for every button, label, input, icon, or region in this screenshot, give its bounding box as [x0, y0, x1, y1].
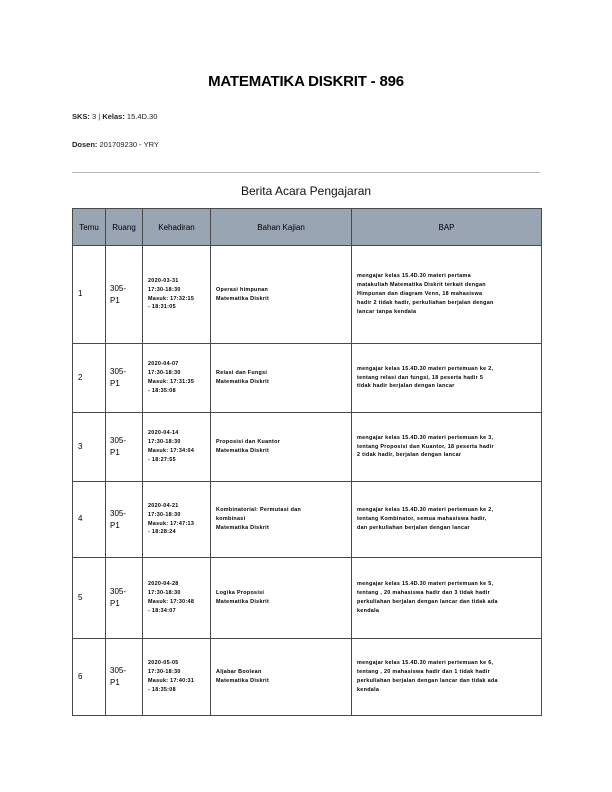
- section-title: Berita Acara Pengajaran: [240, 184, 372, 198]
- cell-temu: 1: [73, 246, 106, 344]
- cell-temu: 4: [73, 482, 106, 558]
- cell-ruang: 305- P1: [106, 558, 143, 639]
- cell-bap: mengajar kelas 15.4D.30 materi pertemuan ke 3, tentang Proposisi dan Kuantor, 18 peserta hadir 2 tidak hadir, berjalan dengan lancar: [352, 413, 542, 482]
- cell-kehadiran: 2020-04-21 17:30-18:30 Masuk: 17:47:13 - 18:28:24: [143, 482, 211, 558]
- page-title: MATEMATIKA DISKRIT - 896: [208, 73, 404, 90]
- cell-kehadiran: 2020-04-14 17:30-18:30 Masuk: 17:34:04 - 18:27:55: [143, 413, 211, 482]
- table-row: [73, 246, 542, 344]
- cell-temu: 6: [73, 639, 106, 716]
- cell-kehadiran: 2020-04-07 17:30-18:30 Masuk: 17:31:35 - 18:35:08: [143, 344, 211, 413]
- cell-ruang: 305- P1: [106, 639, 143, 716]
- cell-kehadiran: 2020-03-31 17:30-18:30 Masuk: 17:32:15 - 18:31:05: [143, 246, 211, 344]
- cell-ruang: 305- P1: [106, 413, 143, 482]
- cell-temu: 3: [73, 413, 106, 482]
- dosen-value: 201709230 - YRY: [99, 140, 159, 149]
- cell-ruang: 305- P1: [106, 344, 143, 413]
- cell-bahan-kajian: Operasi himpunan Matematika Diskrit: [211, 246, 352, 344]
- cell-bahan-kajian: Logika Proposisi Matematika Diskrit: [211, 558, 352, 639]
- cell-kehadiran: 2020-04-28 17:30-18:30 Masuk: 17:30:48 - 18:34:07: [143, 558, 211, 639]
- dosen-label: Dosen: [72, 140, 95, 149]
- table-row: [73, 482, 542, 558]
- header-temu: Temu: [73, 209, 106, 246]
- table-row: [73, 558, 542, 639]
- course-info: SKS: 3 | Kelas: 15.4D.30: [72, 112, 158, 121]
- cell-bahan-kajian: Kombinatorial: Permutasi dan kombinasi Matematika Diskrit: [211, 482, 352, 558]
- sks-label: SKS: [72, 112, 88, 121]
- cell-temu: 2: [73, 344, 106, 413]
- cell-kehadiran: 2020-05-05 17:30-18:30 Masuk: 17:40:31 - 18:35:08: [143, 639, 211, 716]
- cell-bap: mengajar kelas 15.4D.30 materi pertemuan ke 2, tentang Kombinator, semua mahasiswa hadir, dan perkuliahan berjalan dengan lancar: [352, 482, 542, 558]
- kelas-label: Kelas: [102, 112, 123, 121]
- header-kehadiran: Kehadiran: [143, 209, 211, 246]
- cell-bap: mengajar kelas 15.4D.30 materi pertemuan ke 5, tentang , 20 mahasiswa hadir dan 3 tidak hadir perkuliahan berjalan dengan lancar dan tidak ada kendala: [352, 558, 542, 639]
- sks-value: 3: [92, 112, 97, 121]
- table-row: [73, 344, 542, 413]
- lecturer-info: Dosen: 201709230 - YRY: [72, 140, 159, 149]
- cell-temu: 5: [73, 558, 106, 639]
- header-bahan-kajian: Bahan Kajian: [211, 209, 352, 246]
- header-ruang: Ruang: [106, 209, 143, 246]
- cell-ruang: 305- P1: [106, 482, 143, 558]
- kelas-value: 15.4D.30: [126, 112, 158, 121]
- divider: [72, 172, 540, 173]
- cell-bap: mengajar kelas 15.4D.30 materi pertemuan ke 6, tentang , 20 mahasiswa hadir dan 1 tidak hadir perkuliahan berjalan dengan lancar dan tidak ada kendala: [352, 639, 542, 716]
- cell-bahan-kajian: Relasi dan Fungsi Matematika Diskrit: [211, 344, 352, 413]
- cell-bap: mengajar kelas 15.4D.30 materi pertama matakuliah Matematika Diskrit terkait dengan Himpunan dan diagram Venn, 18 mahasiswa hadir 2 tidak hadir, perkuliahan berjalan dengan lancar tanpa kendala: [352, 246, 542, 344]
- cell-bahan-kajian: Aljabar Boolean Matematika Diskrit: [211, 639, 352, 716]
- cell-bap: mengajar kelas 15.4D.30 materi pertemuan ke 2, tentang relasi dan fungsi, 18 peserta hadir 5 tidak hadir berjalan dengan lancar: [352, 344, 542, 413]
- table-row: [73, 413, 542, 482]
- bap-table: [72, 208, 542, 716]
- table-row: [73, 639, 542, 716]
- cell-bahan-kajian: Proposisi dan Kuantor Matematika Diskrit: [211, 413, 352, 482]
- cell-ruang: 305- P1: [106, 246, 143, 344]
- header-bap: BAP: [352, 209, 542, 246]
- table-header-row: [73, 209, 542, 246]
